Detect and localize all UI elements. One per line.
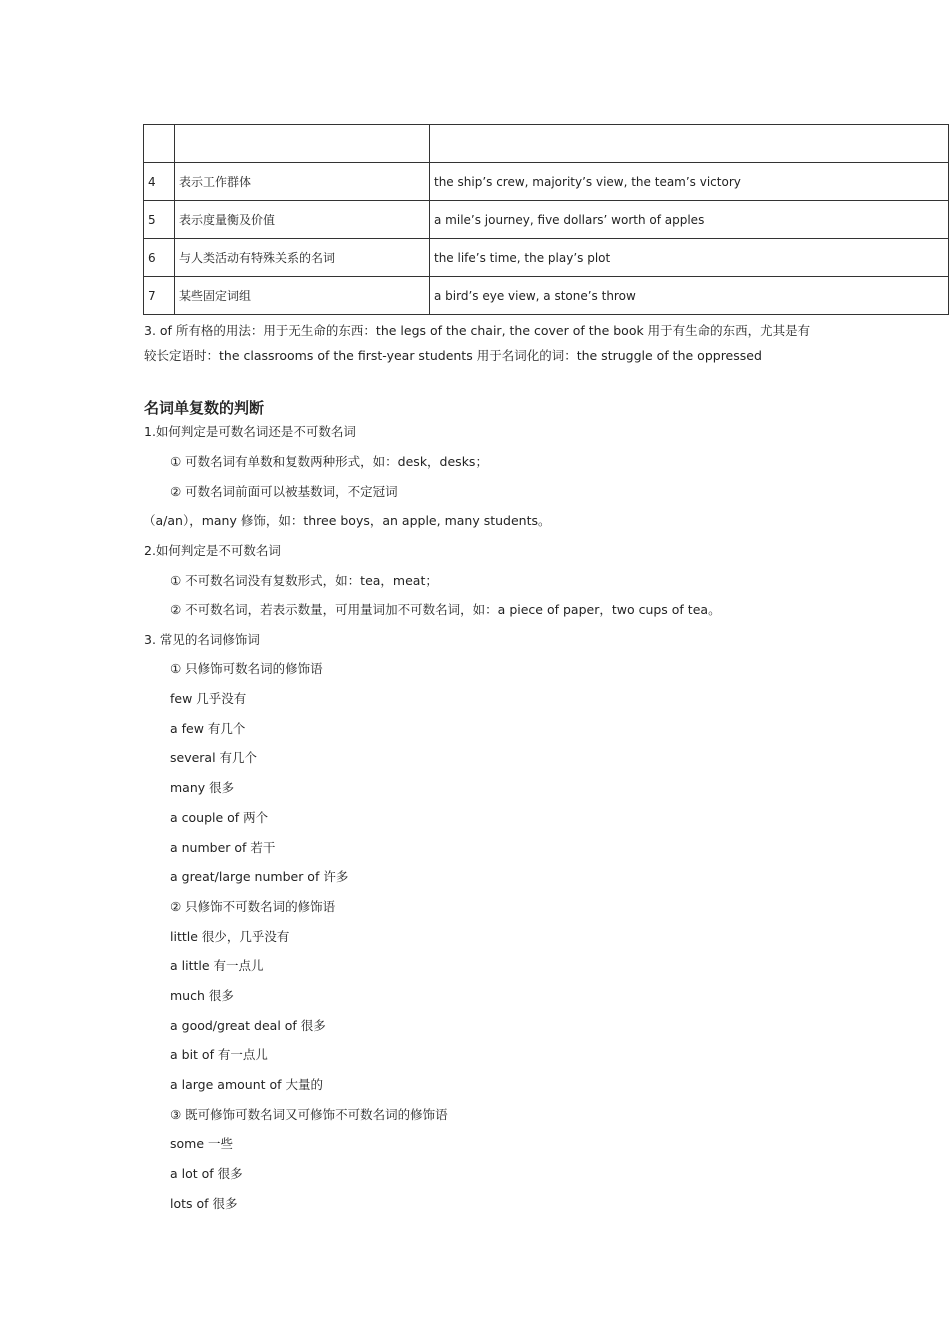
list-item: ① 可数名词有单数和复数两种形式，如：desk，desks；	[170, 454, 488, 469]
list-item: a large amount of 大量的	[170, 1077, 324, 1092]
row-number	[144, 125, 175, 163]
list-item: several 有几个	[170, 750, 258, 765]
list-item: a number of 若干	[170, 840, 276, 855]
list-item: ② 可数名词前面可以被基数词，不定冠词	[170, 484, 398, 499]
table-row	[144, 125, 949, 163]
list-item: lots of 很多	[170, 1196, 238, 1211]
list-item: few 几乎没有	[170, 691, 247, 706]
row-number: 4	[144, 163, 175, 201]
list-item: a little 有一点儿	[170, 958, 264, 973]
usage-cell: 表示工作群体	[175, 163, 430, 201]
list-item: 1.如何判定是可数名词还是不可数名词	[144, 424, 356, 439]
examples-cell	[430, 125, 949, 163]
list-item: 2.如何判定是不可数名词	[144, 543, 281, 558]
table-row	[144, 277, 949, 315]
list-item: some 一些	[170, 1136, 234, 1151]
row-number: 6	[144, 239, 175, 277]
list-item: 3. 常见的名词修饰词	[144, 632, 260, 647]
list-item: ① 只修饰可数名词的修饰语	[170, 661, 323, 676]
usage-cell: 与人类活动有特殊关系的名词	[175, 239, 430, 277]
row-number: 7	[144, 277, 175, 315]
table-row	[144, 163, 949, 201]
list-item: a few 有几个	[170, 721, 246, 736]
list-item: ② 只修饰不可数名词的修饰语	[170, 899, 336, 914]
table-row	[144, 201, 949, 239]
section-title: 名词单复数的判断	[144, 399, 265, 417]
examples-cell: the ship’s crew, majority’s view, the team’s victory	[430, 163, 949, 201]
list-item: ② 不可数名词，若表示数量，可用量词加不可数名词，如：a piece of paper，two cups of tea。	[170, 602, 721, 617]
list-item: ① 不可数名词没有复数形式，如：tea，meat；	[170, 573, 438, 588]
list-item: a good/great deal of 很多	[170, 1018, 326, 1033]
paragraph-line: 3. of 所有格的用法：用于无生命的东西：the legs of the chair, the cover of the book 用于有生命的东西，尤其是有	[144, 323, 811, 338]
list-item: a bit of 有一点儿	[170, 1047, 268, 1062]
paragraph-line: 较长定语时：the classrooms of the first-year students 用于名词化的词：the struggle of the oppressed	[144, 348, 762, 363]
examples-cell: a mile’s journey, five dollars’ worth of apples	[430, 201, 949, 239]
row-number: 5	[144, 201, 175, 239]
usage-cell	[175, 125, 430, 163]
table-row	[144, 239, 949, 277]
examples-cell: the life’s time, the play’s plot	[430, 239, 949, 277]
usage-cell: 某些固定词组	[175, 277, 430, 315]
of-possessive-paragraph	[144, 318, 844, 368]
list-item: a great/large number of 许多	[170, 869, 349, 884]
list-item: （a/an），many 修饰，如：three boys，an apple, many students。	[143, 513, 551, 528]
list-item: a couple of 两个	[170, 810, 269, 825]
examples-cell: a bird’s eye view, a stone’s throw	[430, 277, 949, 315]
possessive-usage-table	[143, 124, 949, 315]
usage-cell: 表示度量衡及价值	[175, 201, 430, 239]
list-item: a lot of 很多	[170, 1166, 243, 1181]
list-item: much 很多	[170, 988, 234, 1003]
list-item: ③ 既可修饰可数名词又可修饰不可数名词的修饰语	[170, 1107, 448, 1122]
list-item: many 很多	[170, 780, 235, 795]
list-item: little 很少，几乎没有	[170, 929, 290, 944]
